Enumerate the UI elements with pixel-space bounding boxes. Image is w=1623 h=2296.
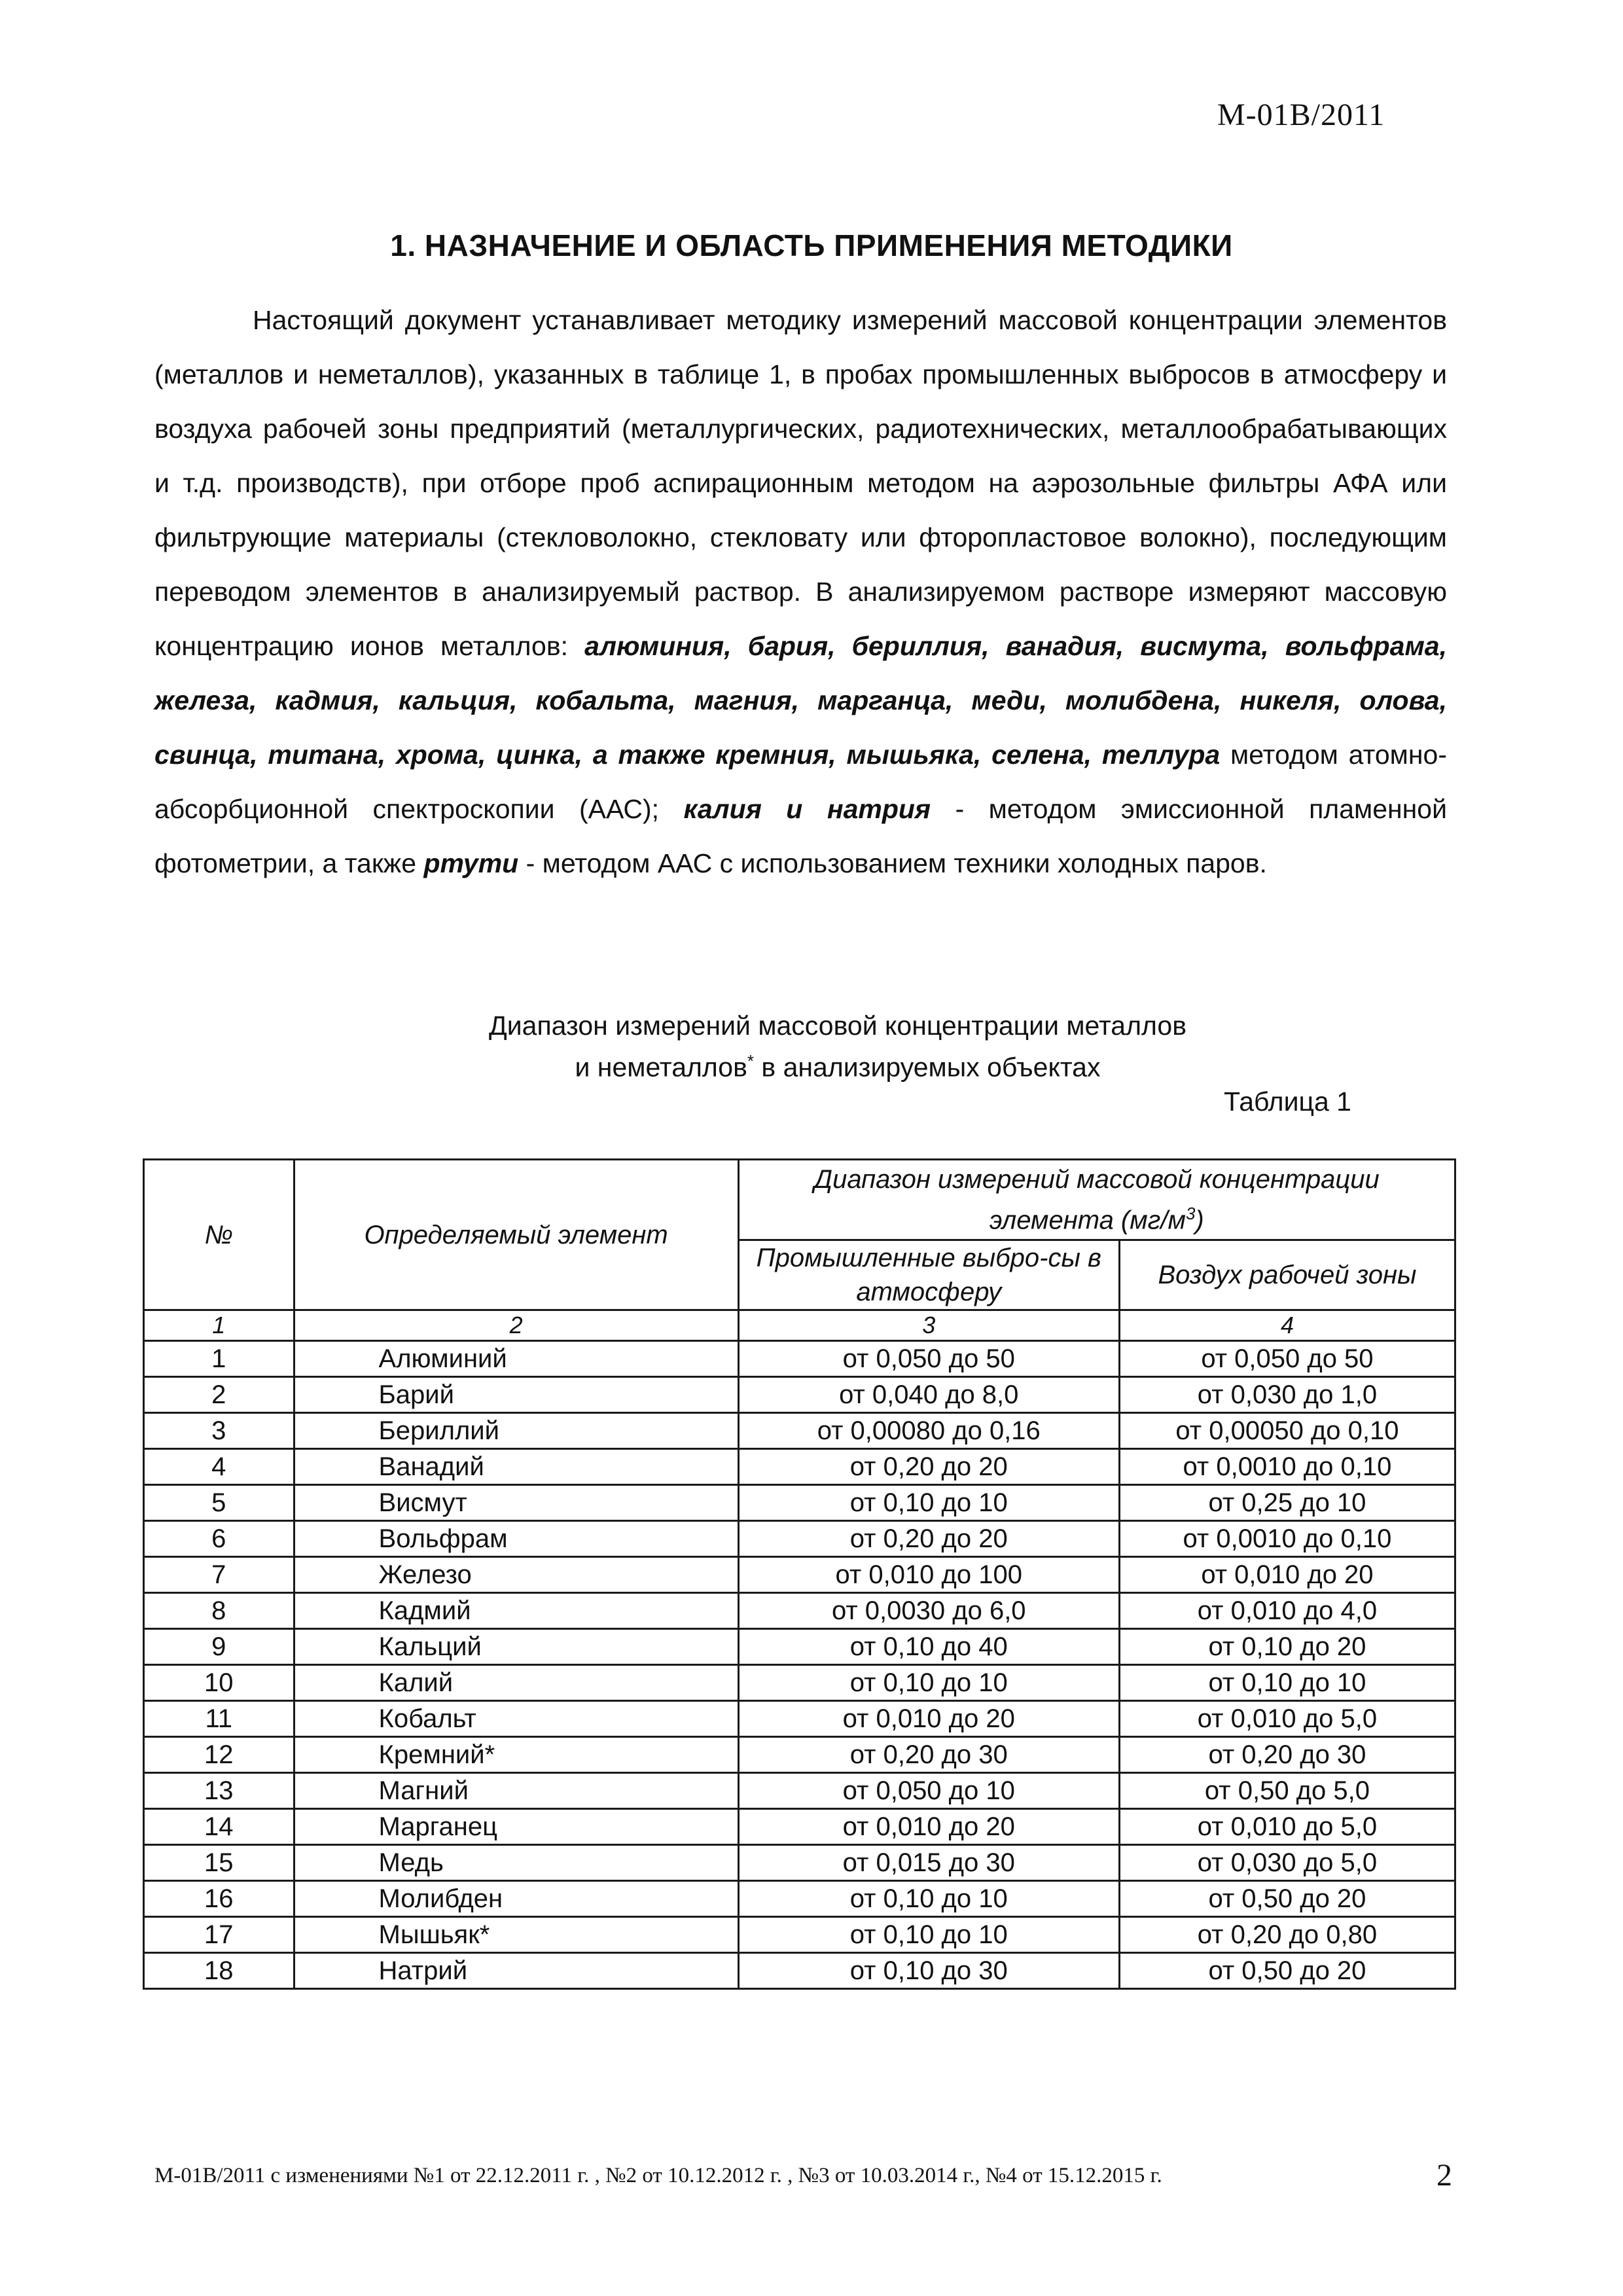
column-number: 1	[144, 1310, 294, 1341]
header-range-line1: Диапазон измерений массовой концентрации	[813, 1164, 1380, 1194]
table-row	[144, 1917, 1455, 1953]
emissions-range: от 0,010 до 20	[738, 1809, 1119, 1845]
element-name: Марганец	[294, 1809, 738, 1845]
workzone-range: от 0,00050 до 0,10	[1119, 1413, 1455, 1449]
workzone-range: от 0,010 до 20	[1119, 1557, 1455, 1593]
document-code: М-01В/2011	[1217, 98, 1385, 132]
row-number: 2	[144, 1377, 294, 1413]
paragraph-text-1: Настоящий документ устанавливает методику измерений массовой концентрации элементов (металлов и неметаллов), указанных в таблице 1, в пробах промышленных выбросов в атмосферу и воздуха рабочей зоны предприятий (металлургических, радиотехнических, металлообрабатывающих и т.д. производств), при отборе проб аспирационным методом на аэрозольные фильтры АФА или фильтрующие материалы (стекловолокно, стекловату или фторопластовое волокно), последующим переводом элементов в анализируемый раствор. В анализируемом растворе измеряют массовую концентрацию ионов металлов:	[154, 305, 1447, 661]
table-row	[144, 1629, 1455, 1665]
paragraph-elements-flame: калия и натрия	[683, 794, 931, 824]
row-number: 11	[144, 1701, 294, 1737]
workzone-range: от 0,25 до 10	[1119, 1485, 1455, 1521]
page-number: 2	[1436, 2158, 1452, 2193]
row-number: 17	[144, 1917, 294, 1953]
element-name: Алюминий	[294, 1341, 738, 1377]
row-number: 15	[144, 1845, 294, 1881]
element-name: Кремний*	[294, 1737, 738, 1773]
emissions-range: от 0,20 до 20	[738, 1449, 1119, 1485]
row-number: 13	[144, 1773, 294, 1809]
table-caption	[0, 1008, 1623, 1085]
table-caption-line2	[0, 1043, 1623, 1085]
workzone-range: от 0,50 до 5,0	[1119, 1773, 1455, 1809]
workzone-range: от 0,010 до 4,0	[1119, 1593, 1455, 1629]
element-name: Ванадий	[294, 1449, 738, 1485]
emissions-range: от 0,010 до 20	[738, 1701, 1119, 1737]
element-name: Кальций	[294, 1629, 738, 1665]
element-name: Вольфрам	[294, 1521, 738, 1557]
column-number: 4	[1119, 1310, 1455, 1341]
workzone-range: от 0,20 до 0,80	[1119, 1917, 1455, 1953]
element-name: Магний	[294, 1773, 738, 1809]
header-workzone: Воздух рабочей зоны	[1119, 1240, 1455, 1310]
row-number: 3	[144, 1413, 294, 1449]
element-name: Бериллий	[294, 1413, 738, 1449]
element-name: Железо	[294, 1557, 738, 1593]
workzone-range: от 0,10 до 10	[1119, 1665, 1455, 1701]
table-row	[144, 1377, 1455, 1413]
table-row	[144, 1953, 1455, 1989]
table-row	[144, 1809, 1455, 1845]
element-name: Калий	[294, 1665, 738, 1701]
workzone-range: от 0,10 до 20	[1119, 1629, 1455, 1665]
header-range-close: )	[1195, 1206, 1204, 1235]
workzone-range: от 0,010 до 5,0	[1119, 1701, 1455, 1737]
element-name: Медь	[294, 1845, 738, 1881]
element-name: Кобальт	[294, 1701, 738, 1737]
section-title: 1. НАЗНАЧЕНИЕ И ОБЛАСТЬ ПРИМЕНЕНИЯ МЕТОДИКИ	[390, 228, 1233, 262]
table-row	[144, 1593, 1455, 1629]
table-row	[144, 1485, 1455, 1521]
header-element: Определяемый элемент	[294, 1160, 738, 1310]
table-row	[144, 1701, 1455, 1737]
element-name: Натрий	[294, 1953, 738, 1989]
row-number: 8	[144, 1593, 294, 1629]
paragraph-text-4: - методом ААС с использованием техники холодных паров.	[526, 848, 1267, 878]
row-number: 9	[144, 1629, 294, 1665]
caption-text-end: в анализируемых объектах	[754, 1052, 1101, 1083]
header-range-line2: элемента (мг/м	[989, 1206, 1186, 1235]
table-row	[144, 1665, 1455, 1701]
emissions-range: от 0,10 до 30	[738, 1953, 1119, 1989]
workzone-range: от 0,50 до 20	[1119, 1953, 1455, 1989]
emissions-range: от 0,040 до 8,0	[738, 1377, 1119, 1413]
table-row	[144, 1881, 1455, 1917]
workzone-range: от 0,030 до 5,0	[1119, 1845, 1455, 1881]
table-row	[144, 1521, 1455, 1557]
workzone-range: от 0,20 до 30	[1119, 1737, 1455, 1773]
workzone-range: от 0,0010 до 0,10	[1119, 1449, 1455, 1485]
column-number: 3	[738, 1310, 1119, 1341]
emissions-range: от 0,015 до 30	[738, 1845, 1119, 1881]
caption-text: и неметаллов	[575, 1052, 747, 1083]
table-number: Таблица 1	[1224, 1086, 1351, 1117]
row-number: 4	[144, 1449, 294, 1485]
emissions-range: от 0,050 до 50	[738, 1341, 1119, 1377]
workzone-range: от 0,50 до 20	[1119, 1881, 1455, 1917]
paragraph-element-mercury: ртути	[423, 848, 519, 878]
workzone-range: от 0,0010 до 0,10	[1119, 1521, 1455, 1557]
column-number-row	[144, 1310, 1455, 1341]
row-number: 18	[144, 1953, 294, 1989]
paragraph-elements-aas: алюминия, бария, бериллия, ванадия, висмута, вольфрама, железа, кадмия, кальция, кобальта, магния, марганца, меди, молибдена, никеля, олова, свинца, титана, хрома, цинка, а также кремния, мышьяка, селена, теллура	[154, 631, 1447, 770]
workzone-range: от 0,010 до 5,0	[1119, 1809, 1455, 1845]
emissions-range: от 0,050 до 10	[738, 1773, 1119, 1809]
row-number: 14	[144, 1809, 294, 1845]
header-range	[738, 1160, 1455, 1240]
emissions-range: от 0,10 до 40	[738, 1629, 1119, 1665]
caption-asterisk: *	[747, 1051, 755, 1071]
table-body	[144, 1310, 1455, 1989]
emissions-range: от 0,0030 до 6,0	[738, 1593, 1119, 1629]
element-name: Висмут	[294, 1485, 738, 1521]
element-name: Барий	[294, 1377, 738, 1413]
emissions-range: от 0,10 до 10	[738, 1881, 1119, 1917]
table-row	[144, 1845, 1455, 1881]
row-number: 1	[144, 1341, 294, 1377]
paragraph-text-3: - методом эмиссионной пламенной фотометрии, а также	[154, 794, 1447, 878]
emissions-range: от 0,010 до 100	[738, 1557, 1119, 1593]
element-name: Кадмий	[294, 1593, 738, 1629]
row-number: 12	[144, 1737, 294, 1773]
table-row	[144, 1341, 1455, 1377]
emissions-range: от 0,10 до 10	[738, 1665, 1119, 1701]
scope-paragraph	[154, 293, 1447, 891]
table-row	[144, 1413, 1455, 1449]
table-row	[144, 1737, 1455, 1773]
element-name: Мышьяк*	[294, 1917, 738, 1953]
header-number: №	[144, 1160, 294, 1310]
row-number: 16	[144, 1881, 294, 1917]
table-row	[144, 1557, 1455, 1593]
emissions-range: от 0,10 до 10	[738, 1917, 1119, 1953]
table-caption-line1: Диапазон измерений массовой концентрации металлов	[489, 1011, 1186, 1041]
row-number: 7	[144, 1557, 294, 1593]
row-number: 5	[144, 1485, 294, 1521]
row-number: 6	[144, 1521, 294, 1557]
paragraph-text-2: методом атомно-абсорбционной спектроскопии (ААС);	[154, 740, 1447, 824]
element-name: Молибден	[294, 1881, 738, 1917]
emissions-range: от 0,10 до 10	[738, 1485, 1119, 1521]
workzone-range: от 0,050 до 50	[1119, 1341, 1455, 1377]
footer-revisions: М-01В/2011 с изменениями №1 от 22.12.2011 г. , №2 от 10.12.2012 г. , №3 от 10.03.2014 г., №4 от 15.12.2015 г.	[154, 2164, 1162, 2187]
table-row	[144, 1773, 1455, 1809]
column-number: 2	[294, 1310, 738, 1341]
table-row	[144, 1449, 1455, 1485]
header-emissions: Промышленные выбро-сы в атмосферу	[738, 1240, 1119, 1310]
workzone-range: от 0,030 до 1,0	[1119, 1377, 1455, 1413]
emissions-range: от 0,20 до 30	[738, 1737, 1119, 1773]
emissions-range: от 0,00080 до 0,16	[738, 1413, 1119, 1449]
emissions-range: от 0,20 до 20	[738, 1521, 1119, 1557]
row-number: 10	[144, 1665, 294, 1701]
header-range-sup: 3	[1185, 1203, 1196, 1223]
measurement-range-table	[143, 1158, 1456, 1990]
